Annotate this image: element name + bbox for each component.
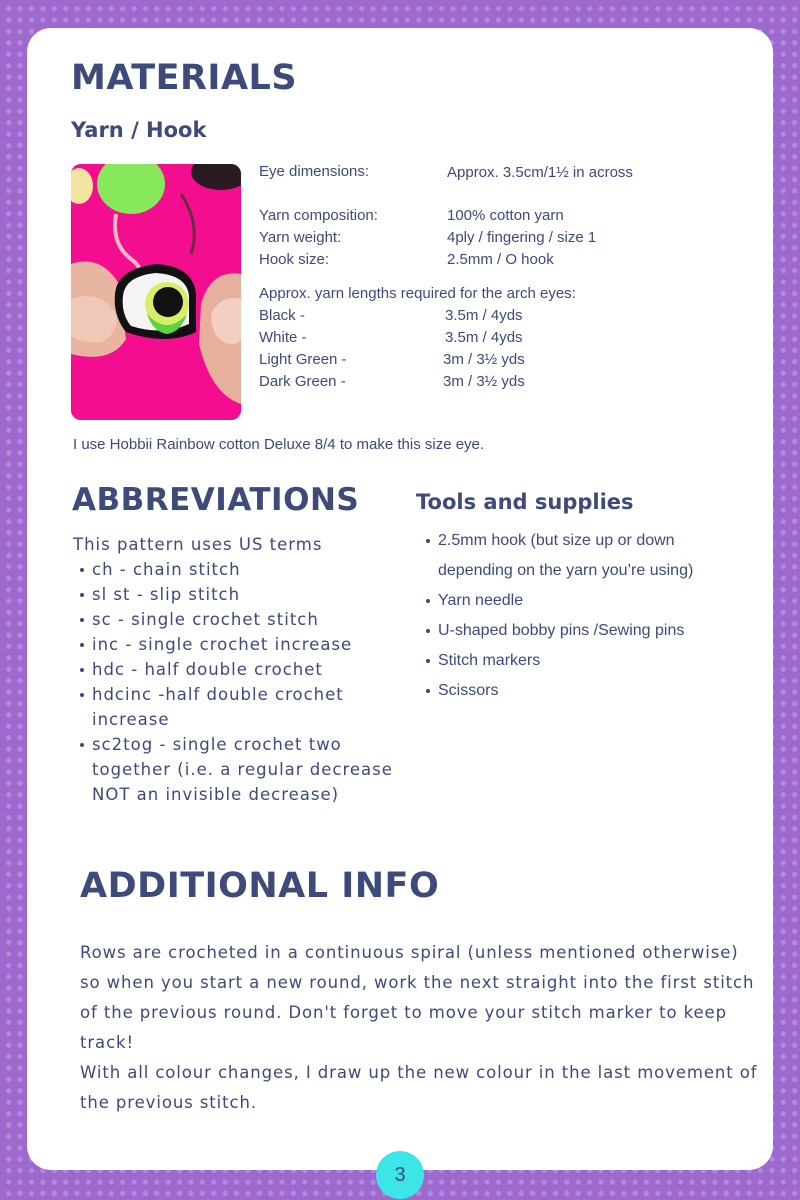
tools-list xyxy=(422,526,758,706)
tool-item: 2.5mm hook (but size up or down depending on the yarn you’re using) xyxy=(422,526,748,586)
length-value: 3m / 3½ yds xyxy=(443,373,525,390)
abbreviations-title: ABBREVIATIONS xyxy=(72,482,360,518)
abbreviation-item: sl st - slip stitch xyxy=(76,582,412,607)
spec-value: 2.5mm / O hook xyxy=(447,251,554,268)
abbreviation-item: inc - single crochet increase xyxy=(76,632,412,657)
tool-item: Scissors xyxy=(422,676,758,706)
length-label: White - xyxy=(259,329,307,346)
page-number-badge xyxy=(376,1151,424,1199)
yarn-hook-subtitle: Yarn / Hook xyxy=(71,118,207,142)
spec-label: Yarn weight: xyxy=(259,229,342,246)
tools-title: Tools and supplies xyxy=(416,490,634,514)
spec-value: 4ply / fingering / size 1 xyxy=(447,229,597,246)
tool-item: U-shaped bobby pins /Sewing pins xyxy=(422,616,758,646)
abbreviation-item: sc2tog - single crochet two together (i.e. a regular decrease NOT an invisible decrease) xyxy=(76,732,412,807)
yarn-note: I use Hobbii Rainbow cotton Deluxe 8/4 to make this size eye. xyxy=(73,436,485,453)
spec-value: Approx. 3.5cm/1½ in across xyxy=(447,164,633,181)
length-value: 3.5m / 4yds xyxy=(445,329,523,346)
length-label: Light Green - xyxy=(259,351,347,368)
abbreviations-intro: This pattern uses US terms xyxy=(73,535,323,554)
lengths-heading-text: Approx. yarn lengths required for the arch eyes: xyxy=(259,285,576,302)
additional-info-text xyxy=(80,938,760,1118)
crochet-eye-photo xyxy=(71,164,241,420)
crochet-eye-illustration xyxy=(71,164,241,420)
abbreviation-item: hdcinc -half double crochet increase xyxy=(76,682,412,732)
abbreviation-item: hdc - half double crochet xyxy=(76,657,412,682)
abbreviation-item: sc - single crochet stitch xyxy=(76,607,412,632)
length-value: 3m / 3½ yds xyxy=(443,351,525,368)
materials-title: MATERIALS xyxy=(71,58,298,98)
length-label: Dark Green - xyxy=(259,373,346,390)
abbreviations-list xyxy=(76,557,412,807)
tool-item: Yarn needle xyxy=(422,586,758,616)
abbreviation-item: ch - chain stitch xyxy=(76,557,412,582)
spec-label: Eye dimensions: xyxy=(259,163,370,180)
spec-value: 100% cotton yarn xyxy=(447,207,564,224)
info-paragraph: With all colour changes, I draw up the new colour in the last movement of the previous stitch. xyxy=(80,1063,758,1112)
spec-label: Hook size: xyxy=(259,251,330,268)
additional-info-title: ADDITIONAL INFO xyxy=(80,866,440,906)
spec-label: Yarn composition: xyxy=(259,207,378,224)
info-paragraph: Rows are crocheted in a continuous spiral (unless mentioned otherwise) so when you start a new round, work the next straight into the first stitch of the previous round. Don't forget to move your stitch marker to keep track! xyxy=(80,943,755,1052)
page-number: 3 xyxy=(394,1163,406,1186)
length-label: Black - xyxy=(259,307,305,324)
tool-item: Stitch markers xyxy=(422,646,758,676)
length-value: 3.5m / 4yds xyxy=(445,307,523,324)
